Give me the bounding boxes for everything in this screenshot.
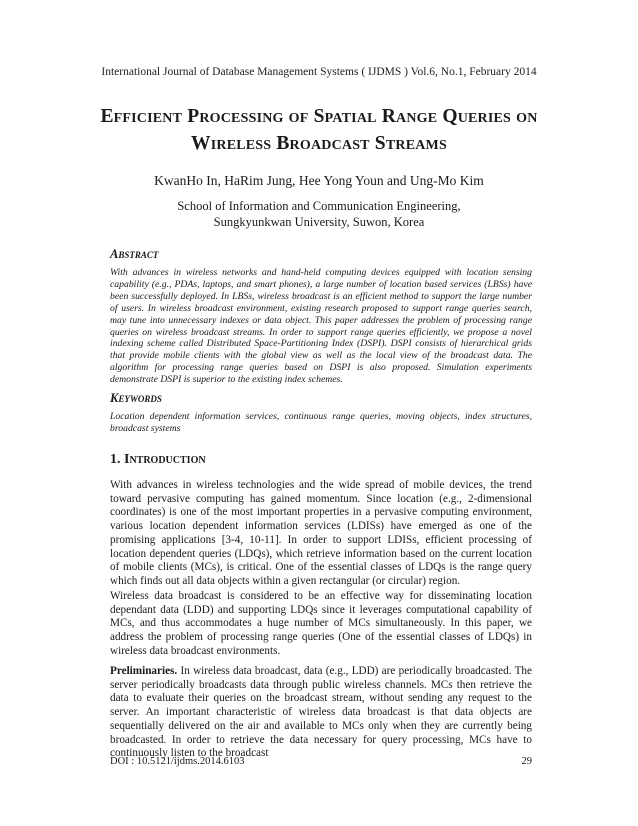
paragraph-3-text: In wireless data broadcast, data (e.g., LDD) are periodically broadcasted. The server periodically broadcasts data through public wireless channels. MCs then retrieve the data to evaluate their queries on the broadcast stream, without sending any request to the server. An important characteristic of wireless data broadcast is that data objects are sequentially delivered on the air and available to MCs only when they are currently being broadcasted. In order to retrieve the data necessary for query processing, MCs have to continuously listen to the broadcast bbox=[110, 665, 532, 760]
abstract-heading: Abstract bbox=[110, 247, 159, 261]
paragraph-2: Wireless data broadcast is considered to be an effective way for disseminating location dependant data (LDD) and supporting LDQs since it leverages computational capability of MCs, and thus accommodates a huge number of MCs simultaneously. In this paper, we address the problem of processing range queries (One of the essential classes of LDQs) in wireless data broadcast environments. bbox=[110, 590, 532, 657]
keywords-text: Location dependent information services, continuous range queries, moving objects, index structures, broadcast systems bbox=[110, 411, 532, 434]
affiliation-line-1: School of Information and Communication Engineering, bbox=[177, 199, 461, 213]
paragraph-1: With advances in wireless technologies and the wide spread of mobile devices, the trend toward pervasive computing has gained momentum. Since location (e.g., 2-dimensional coordinates) is one of the most important properties in a pervasive computing environment, various location dependent information services (LDISs) have emerged as one of the promising applications [3-4, 10-11]. In order to support LDISs, efficient processing of location dependent queries (LDQs), which retrieve information based on the current location of mobile clients (MCs), is critical. One of the essential classes of LDQs is the range query which finds out all data objects within a given rectangular (or circular) region. bbox=[110, 479, 532, 587]
affiliation bbox=[0, 198, 638, 230]
page-number: 29 bbox=[521, 756, 532, 767]
paragraph-3 bbox=[110, 665, 532, 760]
abstract-text: With advances in wireless networks and hand-held computing devices equipped with location sensing capability (e.g., PDAs, laptops, and smart phones), a large number of location based services (LBSs) have been successfully deployed. In LBSs, wireless broadcast is an efficient method to support the large number of users. In wireless broadcast environment, existing research proposed to support range queries search, may tune into unnecessary indexes or data object. This paper addresses the problem of processing range queries on wireless broadcast streams. In order to support range queries efficiently, we propose a novel indexing scheme called Distributed Space-Partitioning Index (DSPI). DSPI consists of hierarchical grids that provide mobile clients with the global view as well as the local view of the broadcast data. The algorithm for processing range queries based on DSPI is also proposed. Simulation experiments demonstrate DSPI is superior to the existing index schemes. bbox=[110, 267, 532, 386]
running-head: International Journal of Database Management Systems ( IJDMS ) Vol.6, No.1, February 2014 bbox=[101, 66, 537, 78]
affiliation-line-2: Sungkyunkwan University, Suwon, Korea bbox=[213, 215, 425, 229]
paper-title: Efficient Processing of Spatial Range Queries on Wireless Broadcast Streams bbox=[100, 106, 538, 154]
preliminaries-lead: Preliminaries. bbox=[110, 665, 178, 677]
footer-doi: DOI : 10.5121/ijdms.2014.6103 bbox=[110, 756, 245, 767]
authors: KwanHo In, HaRim Jung, Hee Yong Youn and Ung-Mo Kim bbox=[154, 173, 484, 188]
page-footer bbox=[110, 756, 532, 767]
introduction-heading: 1. Introduction bbox=[110, 452, 206, 467]
keywords-heading: Keywords bbox=[110, 391, 162, 405]
